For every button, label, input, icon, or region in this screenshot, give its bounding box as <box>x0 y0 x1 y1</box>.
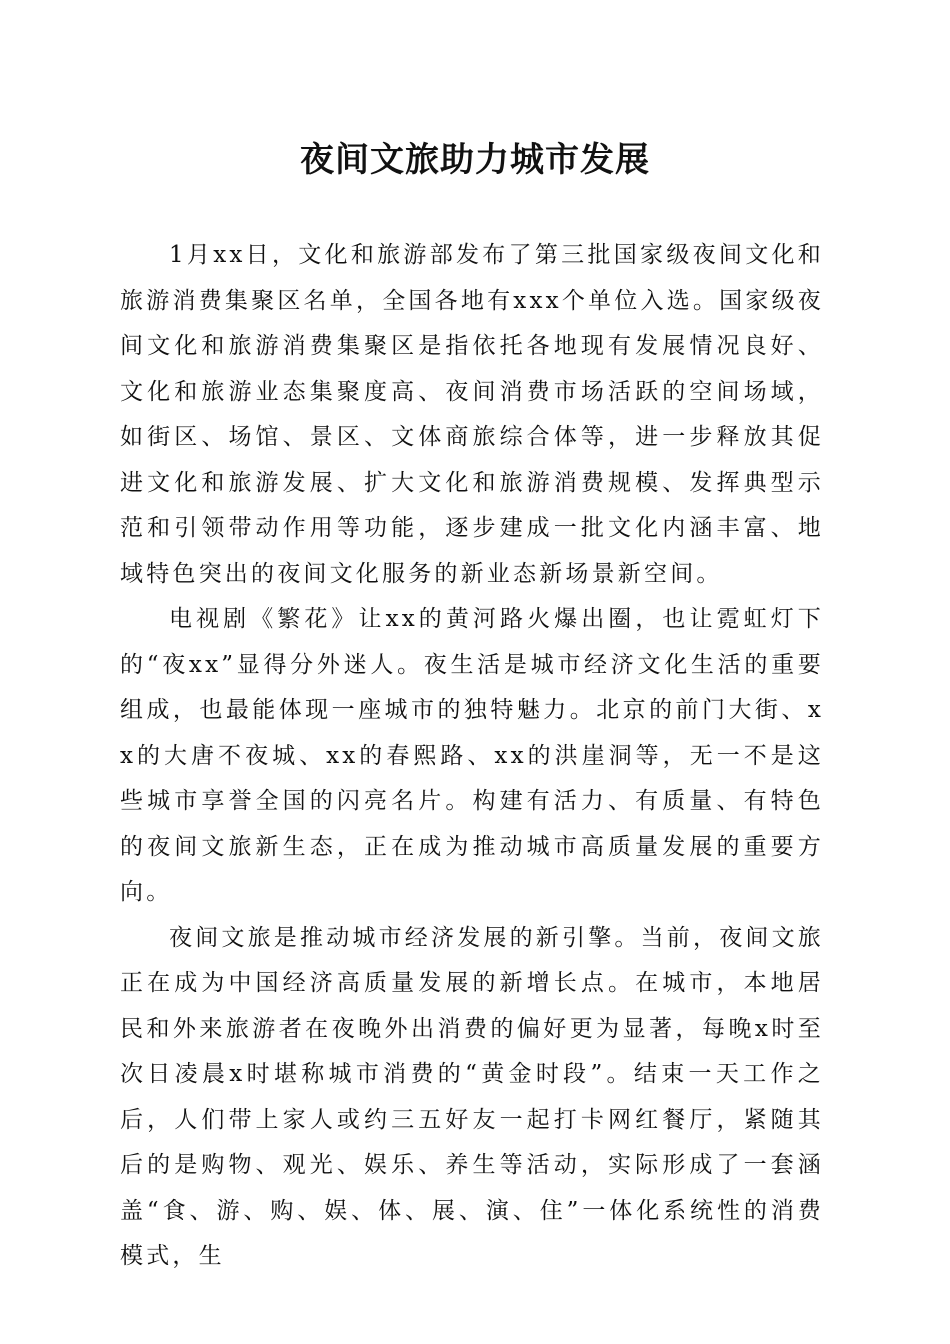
paragraph-3: 夜间文旅是推动城市经济发展的新引擎。当前，夜间文旅正在成为中国经济高质量发展的新增长点。在城市，本地居民和外来旅游者在夜晚外出消费的偏好更为显著，每晚x时至次日凌晨x时堪称城市消费的“黄金时段”。结束一天工作之后，人们带上家人或约三五好友一起打卡网红餐厅，紧随其后的是购物、观光、娱乐、养生等活动，实际形成了一套涵盖“食、游、购、娱、体、展、演、住”一体化系统性的消费模式，生 <box>120 924 824 1269</box>
document-title: 夜间文旅助力城市发展 <box>300 140 650 180</box>
document-body <box>120 233 824 1280</box>
paragraph-2: 电视剧《繁花》让xx的黄河路火爆出圈，也让霓虹灯下的“夜xx”显得分外迷人。夜生活是城市经济文化生活的重要组成，也最能体现一座城市的独特魅力。北京的前门大街、xx的大唐不夜城、xx的春熙路、xx的洪崖洞等，无一不是这些城市享誉全国的闪亮名片。构建有活力、有质量、有特色的夜间文旅新生态，正在成为推动城市高质量发展的重要方向。 <box>120 606 824 905</box>
paragraph-1: 1月xx日，文化和旅游部发布了第三批国家级夜间文化和旅游消费集聚区名单，全国各地有xxx个单位入选。国家级夜间文化和旅游消费集聚区是指依托各地现有发展情况良好、文化和旅游业态集聚度高、夜间消费市场活跃的空间场域，如街区、场馆、景区、文体商旅综合体等，进一步释放其促进文化和旅游发展、扩大文化和旅游消费规模、发挥典型示范和引领带动作用等功能，逐步建成一批文化内涵丰富、地域特色突出的夜间文化服务的新业态新场景新空间。 <box>120 242 824 587</box>
